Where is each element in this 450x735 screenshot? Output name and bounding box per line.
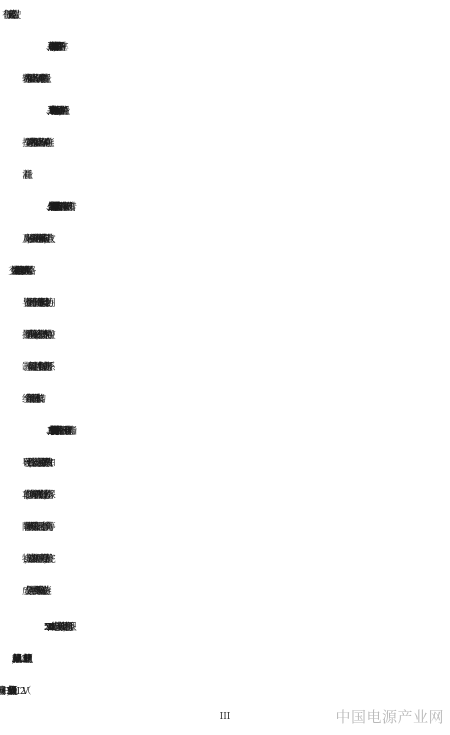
line-text: 即“平均燃料消耗量”，是按车型对应车 [52, 42, 61, 53]
definition-11-heading [0, 96, 450, 128]
line-text: 统全生命周期管理的设计方法和架构。 [22, 394, 39, 405]
line-text: 障智能网联汽车系统可靠、运行实时、分布弹性、高算力等 [22, 522, 48, 533]
text-line-3 [0, 64, 450, 96]
line-text: 导硬件平台设计，装载运行自动驾驶操作系统的系统软件和 [22, 458, 48, 469]
line-text: 控制系统建模与验证等关键技术，构建支持汽车实时协同控 [22, 330, 48, 341]
line-text: 消耗量。 [22, 170, 26, 181]
text-line-6 [0, 160, 450, 192]
line-text: 制、基于业务可灵活定制、技术中立可持续演进、服务于系 [22, 362, 48, 373]
line-text: 成安全、实时、可扩展的多等级自动驾驶核心功能。 [22, 586, 45, 597]
text-line-13 [0, 384, 450, 416]
line-text: 即“纯电动乘用车平均电能消耗量”，是 [52, 106, 61, 117]
term-cyber-physical-architecture: 12、信息物理系统架构： [50, 202, 56, 213]
site-watermark: 中国电源产业网 [335, 708, 444, 726]
line-text: 按车型对应车辆数量加权计算得出的一组车辆的平均电能 [22, 138, 47, 149]
line-text: 辆数量加权计算得出的一组车辆的平均燃料消耗量。 [22, 74, 45, 85]
line-text: 是指车载单元与其他设备通讯，包括但不限 [50, 622, 69, 633]
text-line-22 [0, 676, 450, 708]
term-average-power-consumption: 11、平均电耗： [50, 106, 53, 117]
term-vehicle-computing-platform: 13、车载智能计算平台： [50, 426, 56, 437]
text-line-10 [0, 288, 450, 320]
text-line-17 [0, 512, 450, 544]
text-line-9 [0, 256, 450, 288]
text-line-8 [0, 224, 450, 256]
line-text: 与资源优化、跨行业和部门间海量异构数据同步交互、协同 [22, 298, 48, 309]
text-line-21 [0, 644, 450, 676]
text-line-18 [0, 544, 450, 576]
line-text: 及应用环境，从多维视角进行分析和系统重构设计，重点攻 [22, 234, 48, 245]
line-text: 是指根据异构分布硬件架构指 [56, 426, 69, 437]
definition-14-heading [0, 612, 450, 644]
page-number: III [219, 712, 231, 722]
text-line-16 [0, 480, 450, 512]
definition-12-heading [0, 192, 450, 224]
line-text: 特点，实现感知、规划、控制、网联、云控等功能，最终完 [22, 554, 48, 565]
text-line-19 [0, 576, 450, 608]
text-line-5 [0, 128, 450, 160]
line-text: 有行驶工况实现自动驾驶。 [2, 10, 14, 21]
term-average-fuel-consumption: 10、平均油耗： [50, 42, 53, 53]
line-text: 是指面向未来智能网联汽车普 [56, 202, 69, 213]
text-line-15 [0, 448, 450, 480]
definition-13-heading [0, 416, 450, 448]
text-line-1 [0, 0, 450, 32]
line-text: 功能软件，向上支撑应用软件开发的车载计算平台，能够保 [22, 490, 48, 501]
text-line-11 [0, 320, 450, 352]
definition-10-heading [0, 32, 450, 64]
text-line-12 [0, 352, 450, 384]
line-text: 克“车-路-云”交互关键数据提取与分级处理、实时服务策略 [22, 266, 28, 277]
